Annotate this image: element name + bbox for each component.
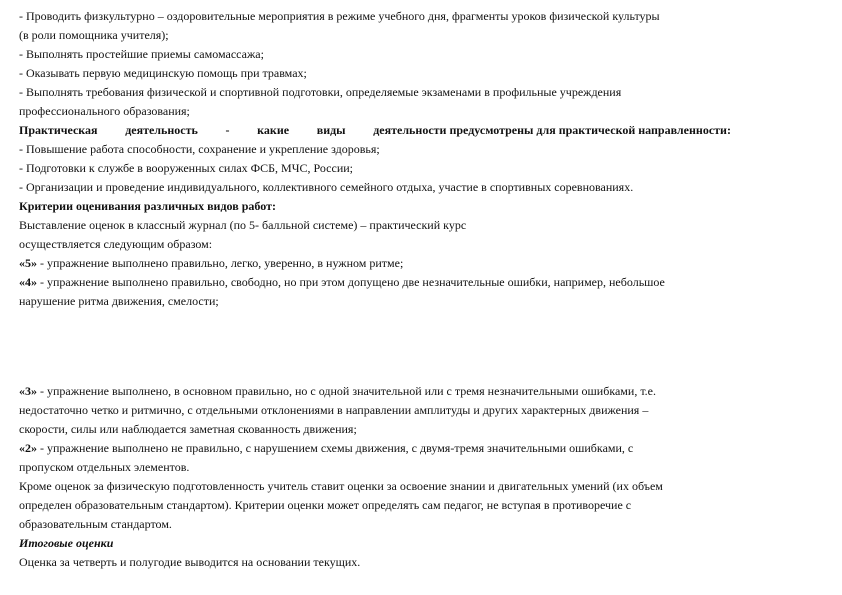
extra-text: определен образовательным стандартом). Критерии оценки может определять сам педагог, не вступая в противоречие с [19, 498, 632, 512]
practical-item: - Повышение работа способности, сохранение и укрепление здоровья; [19, 142, 380, 156]
grade-text: - упражнение выполнено не правильно, с нарушением схемы движения, с двумя-тремя значительными ошибками, с [37, 441, 634, 455]
text-line: - Выполнять простейшие приемы самомассажа; [19, 47, 264, 61]
text-line: - Проводить физкультурно – оздоровительные мероприятия в режиме учебного дня, фрагменты уроков физической культуры [19, 9, 660, 23]
extra-text: Кроме оценок за физическую подготовленность учитель ставит оценки за освоение знании и двигательных умений (их объем [19, 479, 663, 493]
heading-word: деятельности предусмотрены для практической направленности: [373, 123, 731, 137]
grade-text: - упражнение выполнено, в основном правильно, но с одной значительной или с тремя незначительными ошибками, т.е. [37, 384, 656, 398]
grade-2-continuation: пропуском отдельных элементов. [19, 460, 190, 474]
grade-2-line [19, 441, 633, 455]
heading-word: деятельность [125, 123, 198, 137]
practical-heading [19, 123, 731, 137]
practical-item: - Подготовки к службе в вооруженных силах ФСБ, МЧС, России; [19, 161, 353, 175]
grade-4-continuation: нарушение ритма движения, смелости; [19, 294, 219, 308]
grade-mark: «5» [19, 256, 37, 270]
grade-mark: «3» [19, 384, 37, 398]
practical-item: - Организации и проведение индивидуального, коллективного семейного отдыха, участие в спортивных соревнованиях. [19, 180, 634, 194]
criteria-intro: Выставление оценок в классный журнал (по 5- балльной системе) – практический курс [19, 218, 467, 232]
heading-word: Практическая [19, 123, 98, 137]
text-line: профессионального образования; [19, 104, 190, 118]
criteria-intro: осуществляется следующим образом: [19, 237, 213, 251]
heading-word: виды [316, 123, 346, 137]
text-line: - Оказывать первую медицинскую помощь при травмах; [19, 66, 307, 80]
heading-word: - [225, 123, 230, 137]
grade-4-line [19, 275, 665, 289]
grade-3-line [19, 384, 656, 398]
criteria-heading: Критерии оценивания различных видов работ: [19, 199, 276, 213]
text-line: (в роли помощника учителя); [19, 28, 169, 42]
text-line: - Выполнять требования физической и спортивной подготовки, определяемые экзаменами в профильные учреждения [19, 85, 622, 99]
grade-text: - упражнение выполнено правильно, легко, уверенно, в нужном ритме; [37, 256, 404, 270]
grade-mark: «4» [19, 275, 37, 289]
grade-text: - упражнение выполнено правильно, свободно, но при этом допущено две незначительные ошибки, например, небольшое [37, 275, 665, 289]
heading-word: какие [257, 123, 290, 137]
grade-mark: «2» [19, 441, 37, 455]
final-text: Оценка за четверть и полугодие выводится на основании текущих. [19, 555, 361, 569]
grade-3-continuation: недостаточно четко и ритмично, с отдельными отклонениями в направлении амплитуды и других характерных движения – [19, 403, 649, 417]
extra-text: образовательным стандартом. [19, 517, 172, 531]
grade-5-line [19, 256, 403, 270]
final-heading: Итоговые оценки [19, 536, 114, 550]
grade-3-continuation: скорости, силы или наблюдается заметная скованность движения; [19, 422, 357, 436]
